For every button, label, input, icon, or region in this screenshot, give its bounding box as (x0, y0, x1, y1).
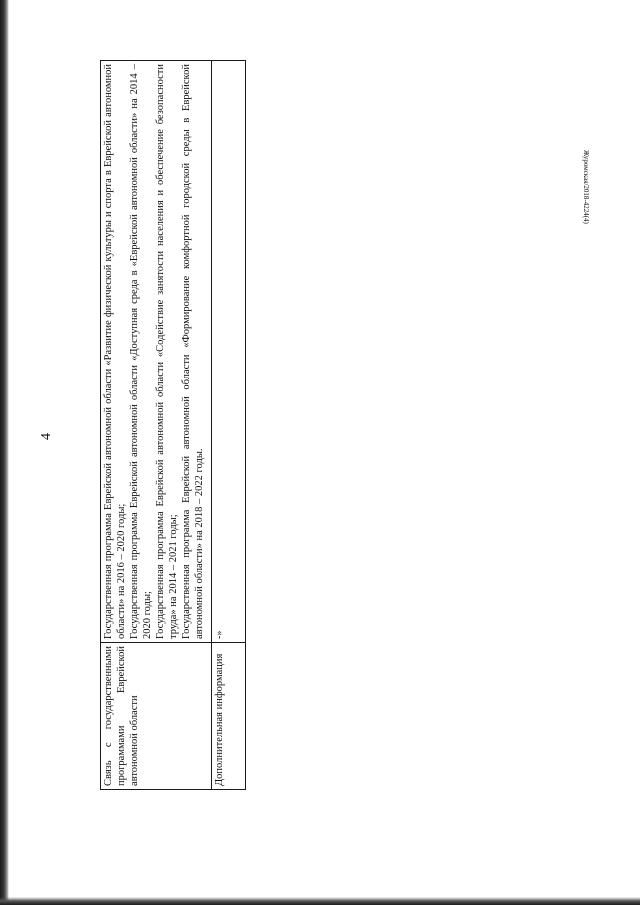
row-label-additional-info: Дополнительная информация (212, 643, 246, 790)
scan-left-edge (0, 0, 9, 905)
row-label-programs: Связь с государственными программами Еврейской автономной области (101, 643, 212, 790)
table-row (101, 61, 212, 790)
program-table (100, 60, 246, 790)
table-row (212, 61, 246, 790)
program-item: Государственная программа Еврейской автономной области «Доступная среда в «Еврейской автономной области» на 2014 – 2020 годы; (129, 64, 153, 639)
additional-info-value (212, 61, 246, 643)
page-number: 4 (39, 433, 54, 440)
programs-cell (101, 61, 212, 643)
scan-bottom-edge (0, 897, 640, 905)
program-item: Государственная программа Еврейской автономной области «Развитие физической культуры и спорта в Еврейской автономной области» на 2016 – 2020 годы; (103, 64, 127, 639)
program-item: Государственная программа Еврейской автономной области «Содействие занятости населения и обеспечение безопасности труда» на 2014 – 2021 годы; (155, 64, 179, 639)
document-footer-code: Журомская/2018-4224(4) (582, 150, 590, 224)
additional-info-text: -» (214, 630, 225, 639)
program-table-container (100, 60, 245, 790)
program-item: Государственная программа Еврейской автономной области «Формирование комфортной городской среды в Еврейской автономной области» на 2018 – 2022 годы. (181, 64, 205, 639)
